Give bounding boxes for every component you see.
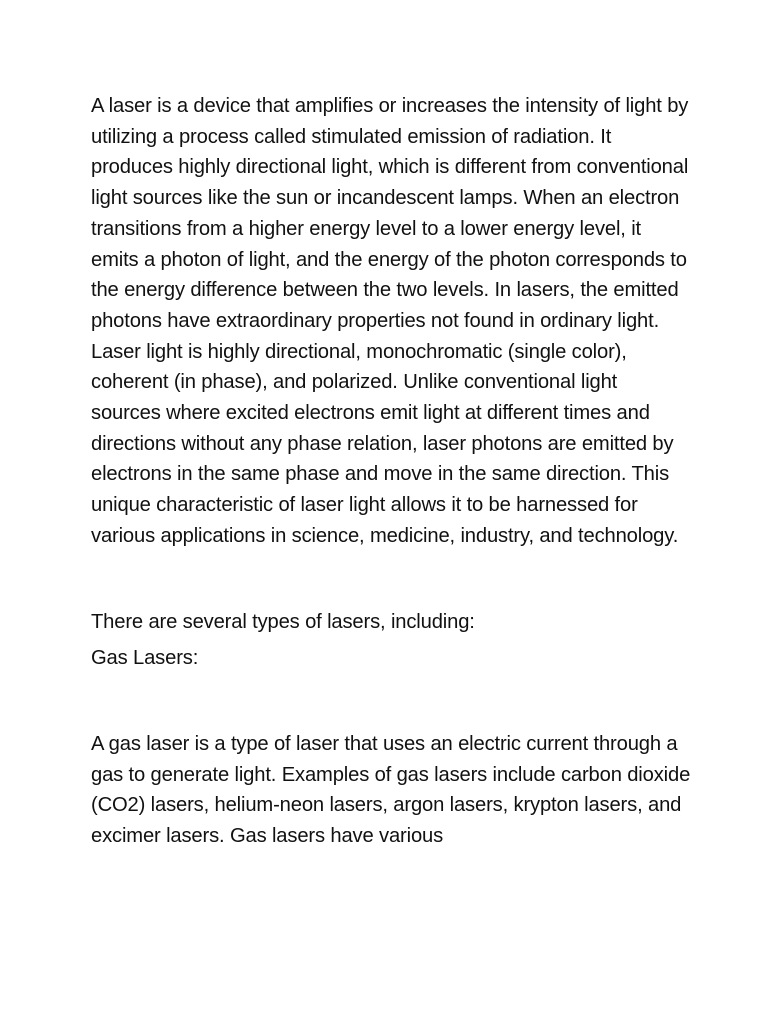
document-body	[91, 91, 691, 852]
paragraph-laser-intro: A laser is a device that amplifies or increases the intensity of light by utilizing a process called stimulated emission of radiation. It produces highly directional light, which is different from conventional light sources like the sun or incandescent lamps. When an electron transitions from a higher energy level to a lower energy level, it emits a photon of light, and the energy of the photon corresponds to the energy difference between the two levels. In lasers, the emitted photons have extraordinary properties not found in ordinary light. Laser light is highly directional, monochromatic (single color), coherent (in phase), and polarized. Unlike conventional light sources where excited electrons emit light at different times and directions without any phase relation, laser photons are emitted by electrons in the same phase and move in the same direction. This unique characteristic of laser light allows it to be harnessed for various applications in science, medicine, industry, and technology.	[91, 95, 689, 547]
paragraph-gas-lasers: A gas laser is a type of laser that uses an electric current through a gas to generate light. Examples of gas lasers include carbon dioxide (CO2) lasers, helium-neon lasers, argon lasers, krypton lasers, and excimer lasers. Gas lasers have various	[91, 732, 691, 848]
paragraph-types-intro: There are several types of lasers, including:	[91, 610, 475, 633]
section-heading-gas-lasers: Gas Lasers:	[91, 647, 199, 670]
